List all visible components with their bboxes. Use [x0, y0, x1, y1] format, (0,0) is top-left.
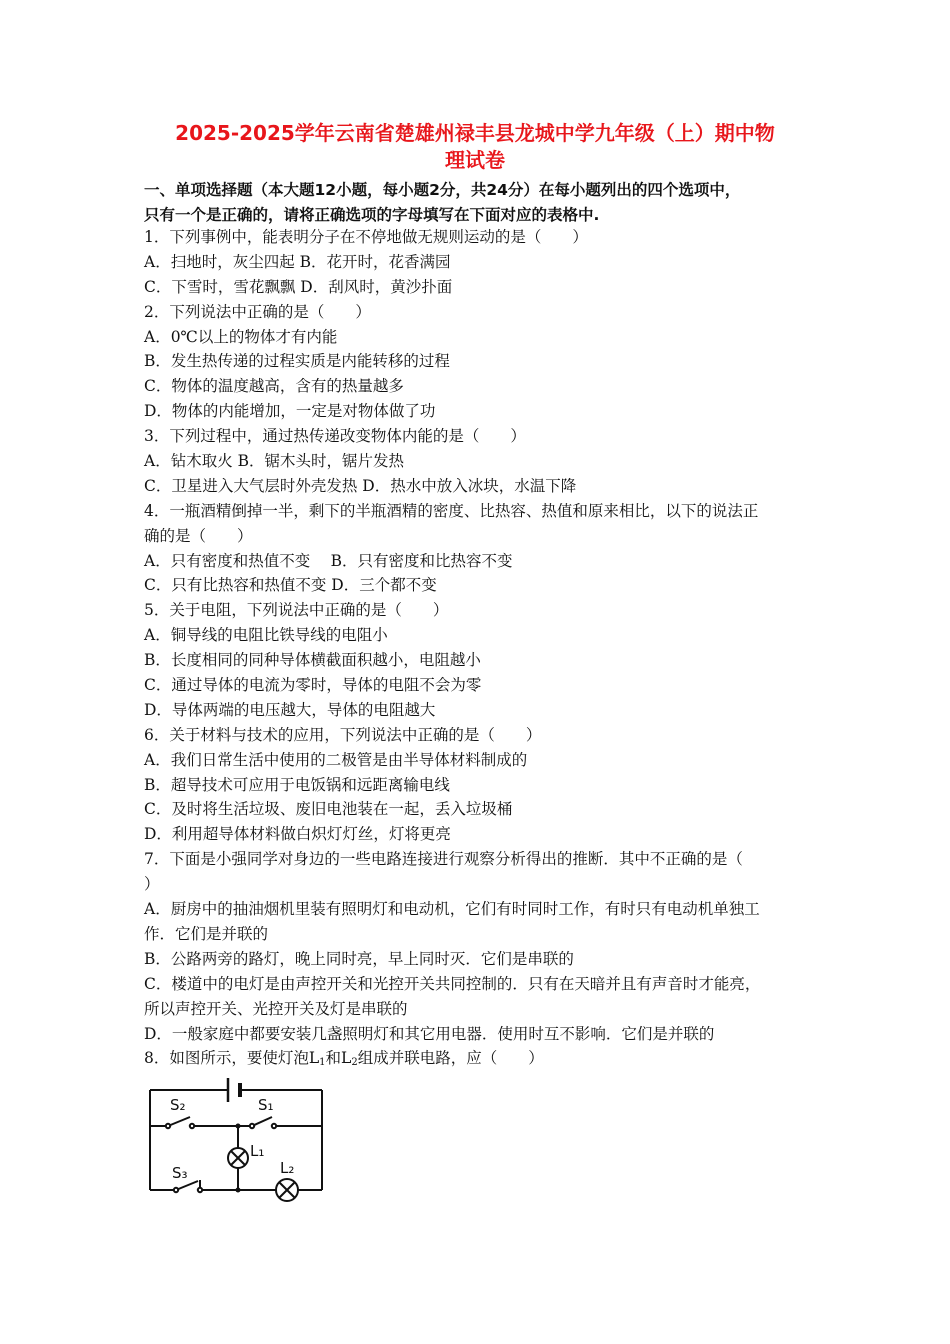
question-line: 2．下列说法中正确的是（ ）: [144, 302, 371, 321]
section-heading-line-2: 只有一个是正确的，请将正确选项的字母填写在下面对应的表格中.: [144, 206, 600, 224]
paper-title: [120, 120, 830, 174]
question-line: D．一般家庭中都要安装几盏照明灯和其它用电器．使用时互不影响．它们是并联的: [144, 1024, 715, 1043]
label-l1: L₁: [250, 1142, 265, 1160]
question-line: B．发生热传递的过程实质是内能转移的过程: [144, 352, 450, 371]
question-line: D．物体的内能增加，一定是对物体做了功: [144, 402, 436, 421]
question-line: C．通过导体的电流为零时，导体的电阻不会为零: [144, 676, 482, 695]
lamp-l1-symbol: [228, 1148, 248, 1168]
question-line: C．只有比热容和热值不变 D．三个都不变: [144, 576, 437, 595]
label-s2: S₂: [170, 1096, 186, 1114]
question-line: C．卫星进入大气层时外壳发热 D．热水中放入冰块，水温下降: [144, 476, 577, 495]
question-line: D．导体两端的电压越大，导体的电阻越大: [144, 700, 436, 719]
question-line: 1．下列事例中，能表明分子在不停地做无规则运动的是（ ）: [144, 228, 588, 246]
paper-title-line-2: 理试卷: [445, 148, 505, 172]
question-line: B．长度相同的同种导体横截面积越小，电阻越小: [144, 651, 481, 670]
question-line: 3．下列过程中，通过热传递改变物体内能的是（ ）: [144, 427, 526, 446]
question-line: A．铜导线的电阻比铁导线的电阻小: [144, 626, 388, 645]
question-line: 作．它们是并联的: [144, 924, 269, 943]
section-heading: [144, 178, 824, 228]
lamp-l2-symbol: [276, 1179, 298, 1201]
section-heading-line-1: 一、单项选择题（本大题12小题，每小题2分，共24分）在每小题列出的四个选项中，: [144, 181, 741, 199]
question-line: 4．一瓶酒精倒掉一半，剩下的半瓶酒精的密度、比热容、热值和原来相比，以下的说法正: [144, 501, 759, 520]
question-line: C．物体的温度越高，含有的热量越多: [144, 377, 404, 396]
question-line: D．利用超导体材料做白炽灯灯丝，灯将更亮: [144, 825, 451, 844]
label-s3: S₃: [172, 1164, 188, 1182]
question-line: A．只有密度和热值不变 B．只有密度和比热容不变: [144, 551, 513, 570]
question-line: C．下雪时，雪花飘飘 D．刮风时，黄沙扑面: [144, 277, 453, 296]
paper-title-line-1: 2025-2025学年云南省楚雄州禄丰县龙城中学九年级（上）期中物: [175, 121, 775, 145]
question-line: 7．下面是小强同学对身边的一些电路连接进行观察分析得出的推断．其中不正确的是（: [144, 850, 743, 869]
question-8-stem: 8．如图所示，要使灯泡$L_1$和$L_2$组成并联电路，应（ ）: [144, 1049, 544, 1069]
question-line: C．楼道中的电灯是由声控开关和光控开关共同控制的．只有在天暗并且有声音时才能亮，: [144, 974, 761, 993]
question-line: ）: [144, 875, 160, 894]
question-line: B．超导技术可应用于电饭锅和远距离输电线: [144, 775, 450, 794]
question-line: A．钻木取火 B．锯木头时，锯片发热: [144, 452, 405, 471]
question-lines: [144, 225, 824, 1046]
question-line: A．0℃以上的物体才有内能: [144, 327, 338, 346]
question-body: [144, 225, 824, 1071]
label-s1: S₁: [258, 1096, 274, 1114]
question-line: A．厨房中的抽油烟机里装有照明灯和电动机，它们有时同时工作，有时只有电动机单独工: [144, 900, 760, 919]
question-line: B．公路两旁的路灯，晚上同时亮，早上同时灭．它们是串联的: [144, 949, 574, 968]
question-line: A．我们日常生活中使用的二极管是由半导体材料制成的: [144, 750, 528, 769]
question-line: 所以声控开关、光控开关及灯是串联的: [144, 999, 408, 1018]
circuit-diagram: [142, 1070, 328, 1206]
question-line: 6．关于材料与技术的应用，下列说法中正确的是（ ）: [144, 725, 542, 744]
question-line: C．及时将生活垃圾、废旧电池装在一起，丢入垃圾桶: [144, 800, 513, 819]
question-line: 5．关于电阻，下列说法中正确的是（ ）: [144, 601, 449, 620]
question-line: A．扫地时，灰尘四起 B．花开时，花香满园: [144, 252, 451, 271]
question-line: 确的是（ ）: [144, 526, 253, 545]
label-l2: L₂: [280, 1159, 295, 1177]
